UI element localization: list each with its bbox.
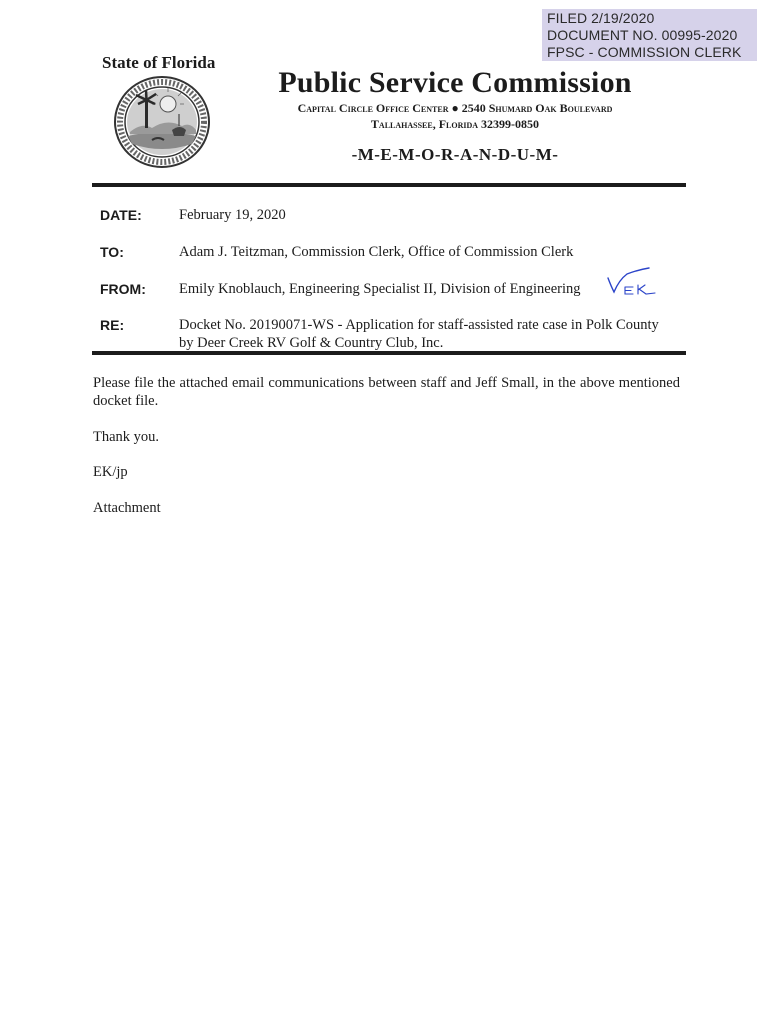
address-line-2: Tallahassee, Florida 32399-0850	[370, 117, 540, 131]
from-label: FROM:	[100, 281, 146, 297]
to-value: Adam J. Teitzman, Commission Clerk, Office of Commission Clerk	[179, 244, 574, 260]
filed-stamp	[542, 9, 757, 61]
reference-initials: EK/jp	[93, 464, 128, 480]
state-name: State of Florida	[102, 53, 216, 72]
date-label: DATE:	[100, 207, 142, 223]
header-divider-bottom	[92, 351, 686, 355]
header-divider-top	[92, 183, 686, 187]
body-paragraph: Please file the attached email communications between staff and Jeff Small, in the above mentioned docket file.	[93, 375, 680, 409]
memorandum-title: -M-E-M-O-R-A-N-D-U-M-	[351, 145, 559, 164]
re-line-2: by Deer Creek RV Golf & Country Club, Inc.	[179, 335, 444, 351]
handwritten-initials-signature	[603, 264, 661, 298]
re-label: RE:	[100, 317, 125, 333]
thank-you-line: Thank you.	[93, 429, 160, 445]
address-line-1: Capital Circle Office Center ● 2540 Shumard Oak Boulevard	[297, 101, 613, 115]
stamp-document-number: DOCUMENT NO. 00995-2020	[547, 27, 738, 43]
florida-seal-icon	[112, 74, 212, 170]
date-value: February 19, 2020	[179, 207, 286, 223]
stamp-clerk: FPSC - COMMISSION CLERK	[547, 44, 742, 60]
attachment-note: Attachment	[93, 500, 161, 516]
from-value: Emily Knoblauch, Engineering Specialist II, Division of Engineering	[179, 281, 581, 297]
agency-name: Public Service Commission	[278, 66, 632, 99]
stamp-filed-date: FILED 2/19/2020	[547, 10, 655, 26]
re-line-1: Docket No. 20190071-WS - Application for staff-assisted rate case in Polk County	[179, 317, 659, 333]
to-label: TO:	[100, 244, 124, 260]
